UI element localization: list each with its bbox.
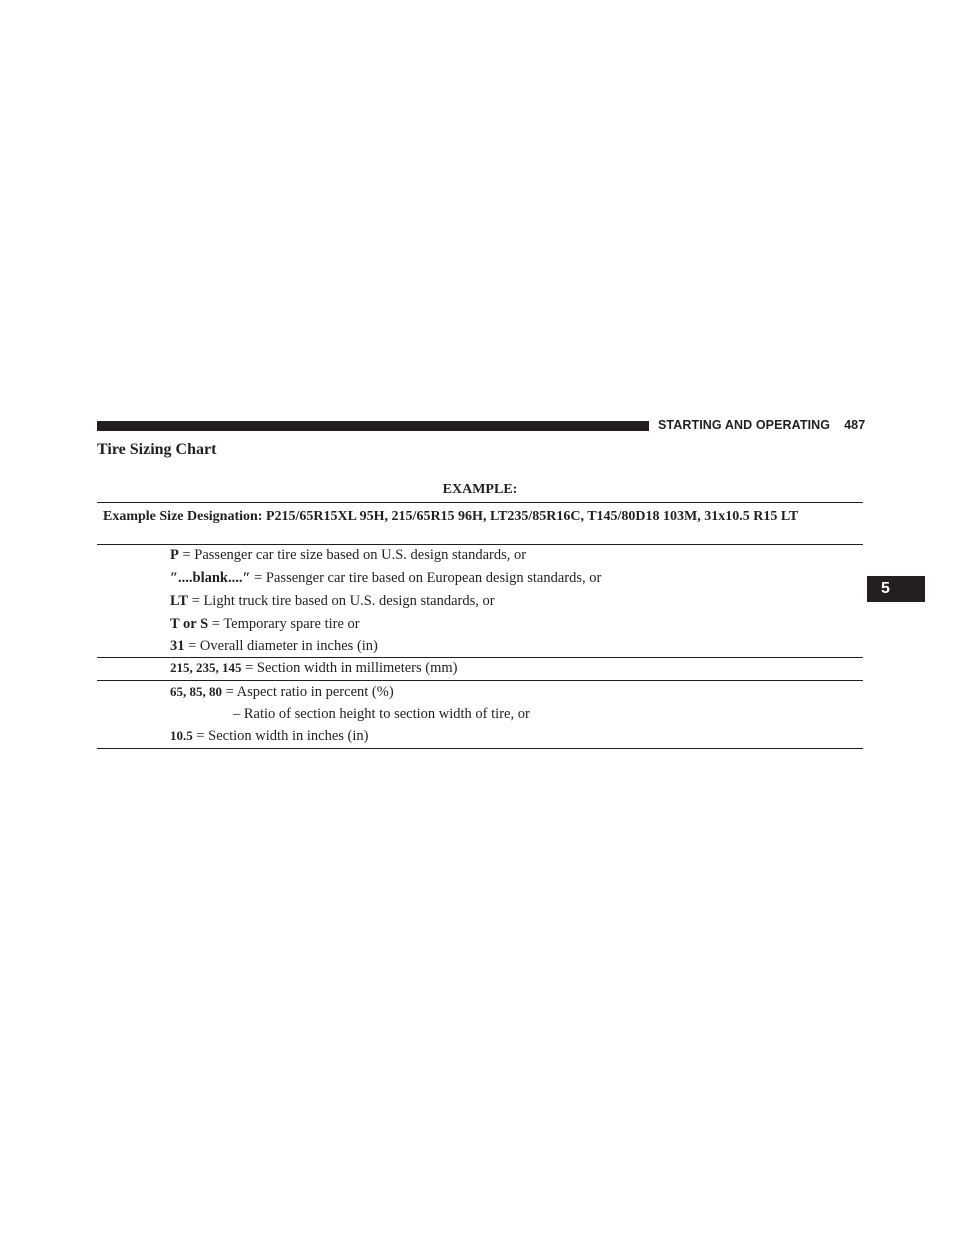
table-caption: EXAMPLE:: [442, 482, 518, 497]
table-row: [170, 728, 368, 745]
tire-code-description: = Passenger car tire size based on U.S. design standards, or: [178, 547, 527, 563]
header-section-title: STARTING AND OPERATING: [658, 418, 831, 432]
tire-code: P: [170, 547, 179, 563]
table-row: [170, 660, 458, 677]
table-row: [170, 547, 526, 564]
tire-code-description: = Temporary spare tire or: [208, 616, 360, 632]
table-row: [170, 684, 394, 701]
table-rule: [97, 680, 863, 681]
section-title: Tire Sizing Chart: [97, 441, 217, 458]
tire-code: LT: [170, 593, 189, 609]
tire-code: T or S: [170, 616, 209, 632]
table-bottom-rule: [97, 748, 863, 749]
tire-code: 10.5: [170, 728, 193, 743]
tire-code-description: = Aspect ratio in percent (%): [222, 684, 394, 700]
table-row: [170, 616, 360, 633]
page-number: 487: [844, 418, 866, 432]
header-rule-bar: [97, 421, 649, 431]
table-top-rule: [97, 502, 863, 503]
tire-code-description: = Section width in inches (in): [192, 728, 369, 744]
tire-code: 65, 85, 80: [170, 684, 222, 699]
tire-code: 215, 235, 145: [170, 660, 242, 675]
running-header: [658, 418, 865, 432]
table-row: [233, 706, 530, 723]
table-row: [170, 638, 378, 655]
table-rule: [97, 544, 863, 545]
table-rule: [97, 657, 863, 658]
example-size-designation: Example Size Designation: P215/65R15XL 95H, 215/65R15 96H, LT235/85R16C, T145/80D18 103M, 31x10.5 R15 LT: [103, 509, 799, 524]
tire-code-description: = Overall diameter in inches (in): [184, 638, 378, 654]
tire-code-description: – Ratio of section height to section width of tire, or: [233, 706, 530, 722]
tire-code-description: = Passenger car tire based on European design standards, or: [250, 570, 602, 586]
tire-code-description: = Light truck tire based on U.S. design standards, or: [188, 593, 495, 609]
chapter-tab: 5: [867, 576, 925, 602]
table-row: [170, 570, 601, 587]
tire-code-description: = Section width in millimeters (mm): [241, 660, 458, 676]
tire-code: ″....blank....″: [170, 570, 251, 586]
table-row: [170, 593, 495, 610]
tire-code: 31: [170, 638, 185, 654]
